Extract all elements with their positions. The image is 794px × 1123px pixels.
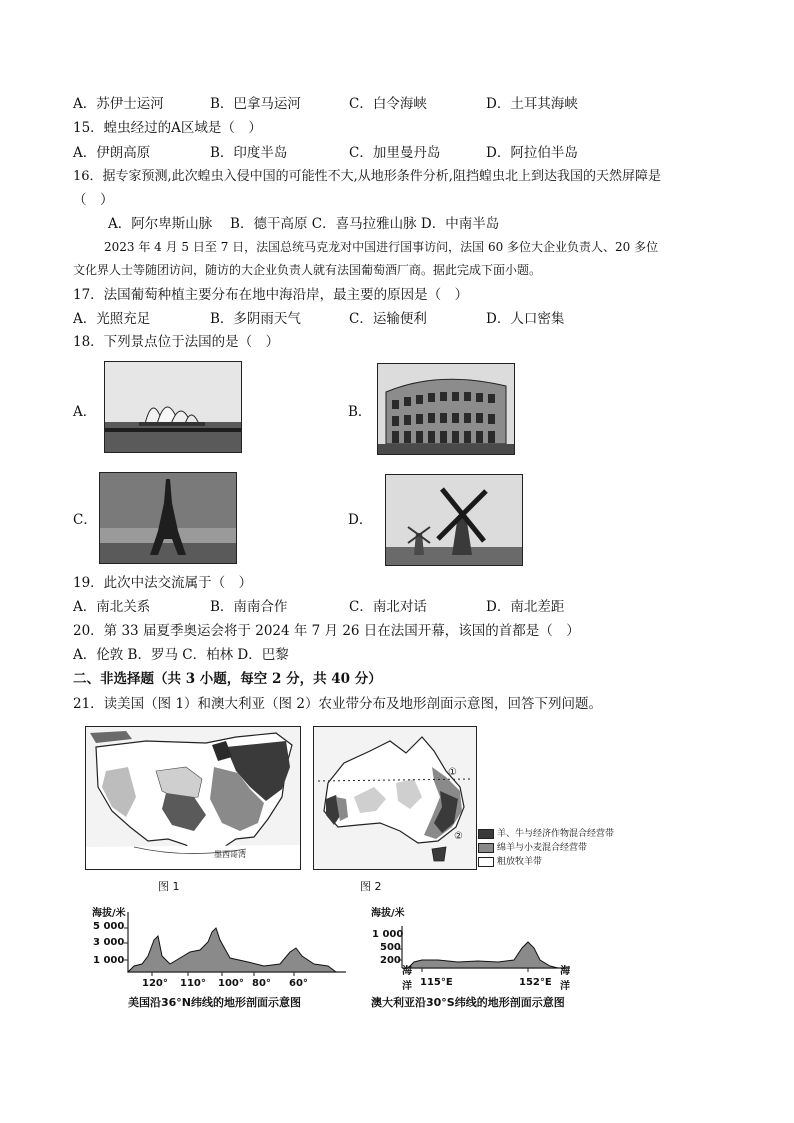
us-profile-ylabel: 海拔/米 [92,908,126,919]
q15-stem: 15．蝗虫经过的A区域是（ ） [73,120,262,136]
au-profile-left-end-2: 洋 [402,981,412,992]
legend-label-2: 绵羊与小麦混合经营带 [497,843,588,853]
legend-swatch-light [478,857,494,867]
eiffel-tower-photo [99,472,237,564]
us-profile-ytick-5000: 5 000 [93,921,125,932]
q14-option-b: B．巴拿马运河 [210,96,301,112]
q17-option-c: C．运输便利 [349,311,427,327]
passage-line-2: 文化界人士等随团访问，随访的大企业负责人就有法国葡萄酒厂商。据此完成下面小题。 [73,263,542,277]
au-profile-right-end-1: 海 [560,966,570,977]
q18-label-c: C． [73,512,97,528]
sydney-opera-house-photo [104,361,242,453]
au-profile-xtick-152: 152°E [519,977,552,988]
q19-stem: 19．此次中法交流属于（ ） [73,575,253,591]
section-2-title: 二、非选择题（共 3 小题，每空 2 分，共 40 分） [73,671,382,687]
legend-item-2 [478,840,587,853]
us-profile-xtick-60: 60° [289,978,308,989]
us-profile-xtick-80: 80° [252,978,271,989]
au-profile-ytick-500: 500 [380,942,401,953]
q21-stem: 21．读美国（图 1）和澳大利亚（图 2）农业带分布及地形剖面示意图，回答下列问题。 [73,696,602,712]
q17-option-a: A．光照充足 [73,311,151,327]
legend-item-3 [478,854,542,867]
us-profile-xtick-120: 120° [142,978,168,989]
q18-stem: 18．下列景点位于法国的是（ ） [73,334,280,350]
q18-label-a: A． [73,404,97,420]
us-profile-ytick-1000: 1 000 [93,955,125,966]
australia-agriculture-map [313,726,477,870]
q17-option-b: B．多阴雨天气 [210,311,301,327]
legend-label-3: 粗放牧羊带 [497,857,543,867]
colosseum-photo [377,363,515,455]
us-profile-xtick-100: 100° [218,978,244,989]
au-profile-left-end-1: 海 [402,966,412,977]
fig2-marker-2: ② [454,831,463,842]
q16-options: A．阿尔卑斯山脉 B．德干高原 C．喜马拉雅山脉 D．中南半岛 [108,216,500,232]
australia-terrain-profile [398,926,574,972]
q16-stem: 16．据专家预测,此次蝗虫入侵中国的可能性不大,从地形条件分析,阻挡蝗虫北上到达我国的天然屏障是 [73,169,661,184]
fig2-caption: 图 2 [360,880,382,893]
q14-option-d: D．土耳其海峡 [486,96,578,112]
q19-option-c: C．南北对话 [349,599,427,615]
windmill-photo [385,474,523,566]
q19-option-b: B．南南合作 [210,599,288,615]
usa-agriculture-map [85,726,301,870]
fig1-gulf-label: 墨西哥湾 [214,850,246,859]
us-profile-title: 美国沿36°N纬线的地形剖面示意图 [128,996,302,1009]
q16-stem-bracket: （ ） [73,192,114,208]
q14-option-a: A．苏伊士运河 [73,96,164,112]
q20-stem: 20．第 33 届夏季奥运会将于 2024 年 7 月 26 日在法国开幕，该国的首都是（ ） [73,623,580,639]
q18-label-d: D． [348,512,373,528]
q19-option-d: D．南北差距 [486,599,565,615]
q15-option-b: B．印度半岛 [210,145,288,161]
q15-option-d: D．阿拉伯半岛 [486,145,578,161]
legend-swatch-mid [478,843,494,853]
q15-option-c: C．加里曼丹岛 [349,145,441,161]
q19-option-a: A．南北关系 [73,599,151,615]
fig1-caption: 图 1 [158,880,180,893]
q17-option-d: D．人口密集 [486,311,565,327]
q14-option-c: C．白令海峡 [349,96,427,112]
au-profile-ytick-200: 200 [380,955,401,966]
q20-options: A．伦敦 B．罗马 C．柏林 D．巴黎 [73,647,289,663]
q18-label-b: B． [348,404,372,420]
au-profile-right-end-2: 洋 [560,981,570,992]
us-terrain-profile [124,912,348,976]
legend-label-1: 羊、牛与经济作物混合经营带 [497,829,615,839]
passage-line-1: 2023 年 4 月 5 日至 7 日，法国总统马克龙对中国进行国事访问，法国 60 多位大企业负责人、20 多位 [104,240,659,254]
au-profile-xtick-115: 115°E [420,977,453,988]
legend-item-1 [478,826,614,839]
us-profile-xtick-110: 110° [180,978,206,989]
fig2-marker-1: ① [448,767,457,778]
au-profile-title: 澳大利亚沿30°S纬线的地形剖面示意图 [371,996,565,1009]
us-profile-ytick-3000: 3 000 [93,937,125,948]
legend-swatch-dark [478,829,494,839]
au-profile-ylabel: 海拔/米 [371,908,405,919]
q15-option-a: A．伊朗高原 [73,145,151,161]
au-profile-ytick-1000: 1 000 [372,929,404,940]
q17-stem: 17．法国葡萄种植主要分布在地中海沿岸，最主要的原因是（ ） [73,287,469,303]
